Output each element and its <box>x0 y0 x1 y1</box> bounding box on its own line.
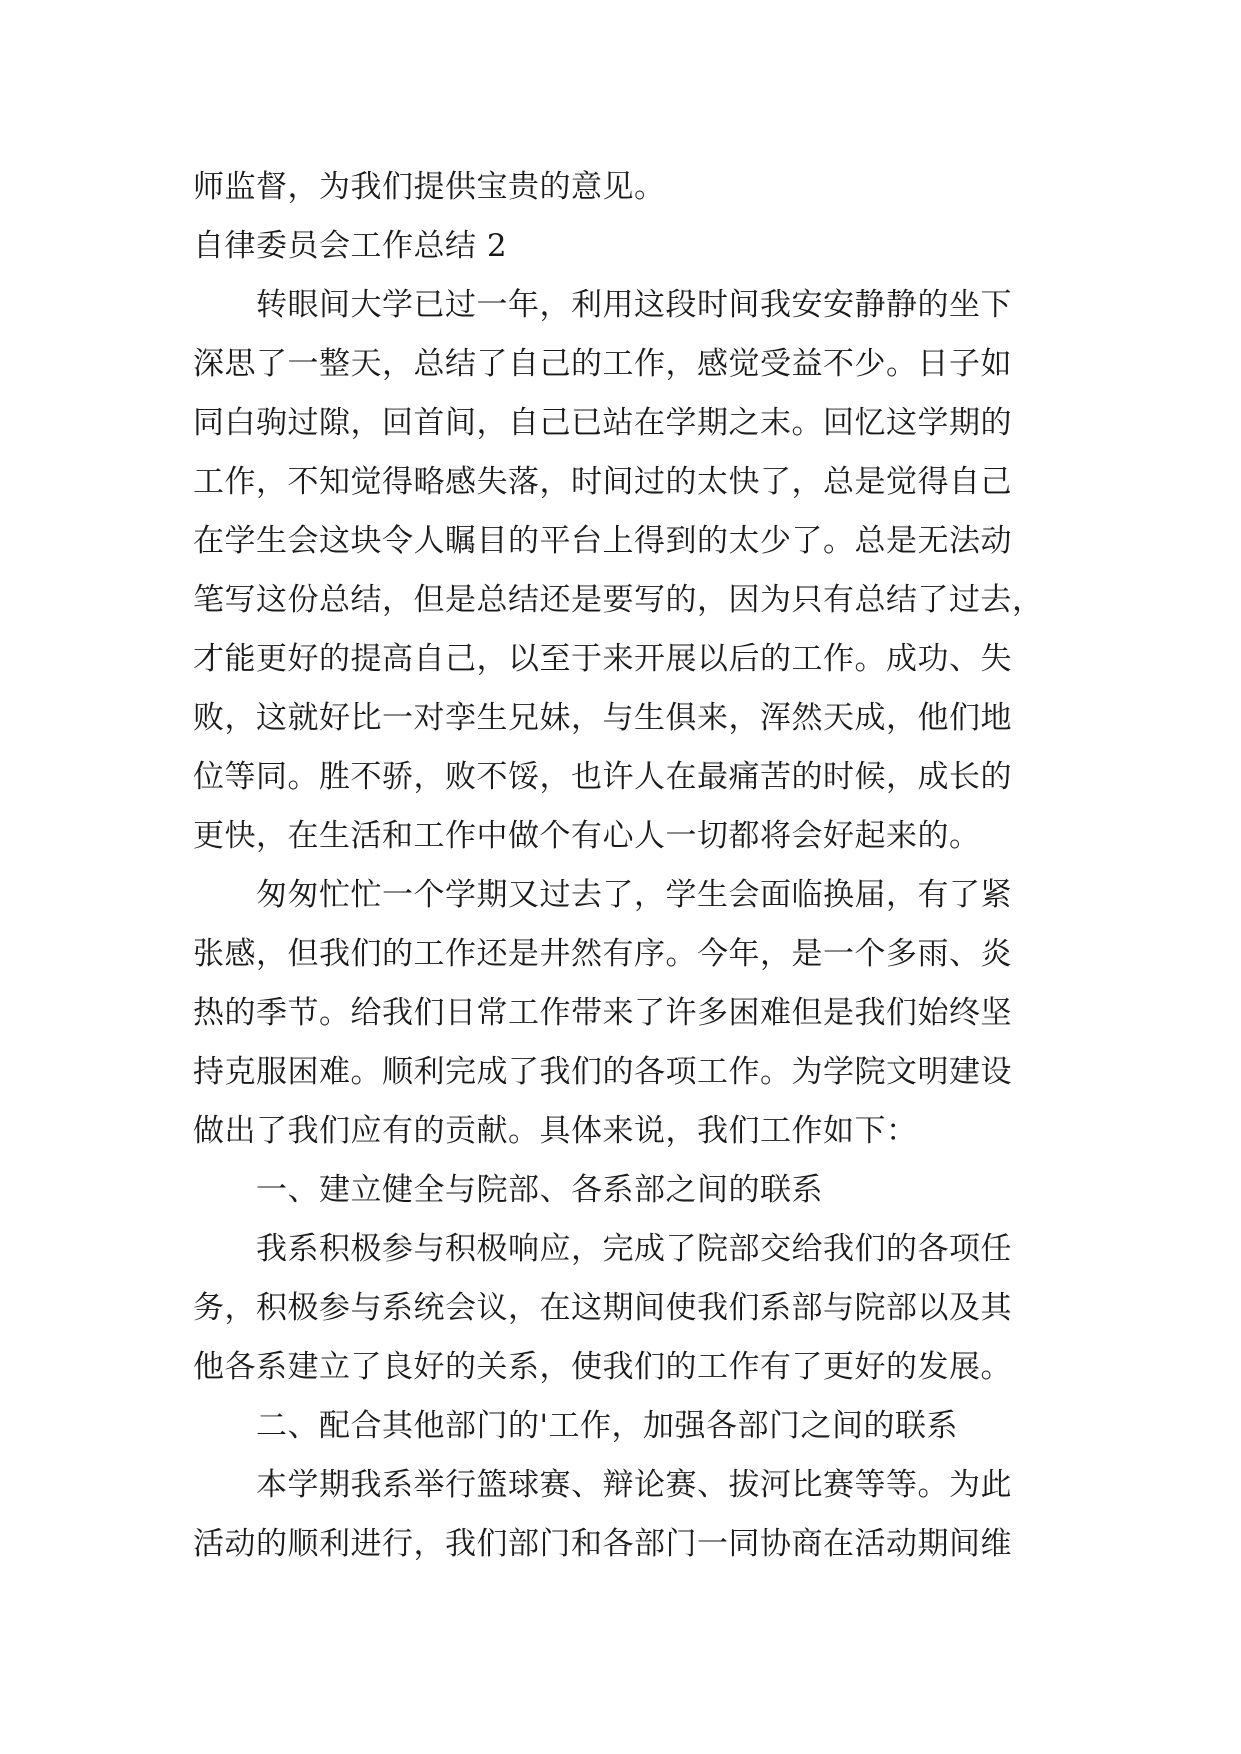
paragraph-line: 我系积极参与积极响应，完成了院部交给我们的各项任 <box>193 1231 1012 1267</box>
subsection-heading: 一、建立健全与院部、各系部之间的联系 <box>193 1172 823 1208</box>
paragraph-line: 活动的顺利进行，我们部门和各部门一同协商在活动期间维 <box>193 1526 1012 1562</box>
paragraph-line: 师监督，为我们提供宝贵的意见。 <box>193 169 666 205</box>
paragraph-line: 务，积极参与系统会议，在这期间使我们系部与院部以及其 <box>193 1290 1012 1326</box>
paragraph-line: 在学生会这块令人瞩目的平台上得到的太少了。总是无法动 <box>193 523 1012 559</box>
paragraph-line: 同白驹过隙，回首间，自己已站在学期之末。回忆这学期的 <box>193 405 1012 441</box>
paragraph-line: 匆匆忙忙一个学期又过去了，学生会面临换届，有了紧 <box>193 877 1012 913</box>
paragraph-line: 转眼间大学已过一年，利用这段时间我安安静静的坐下 <box>193 287 1012 323</box>
paragraph-line: 位等同。胜不骄，败不馁，也许人在最痛苦的时候，成长的 <box>193 759 1012 795</box>
paragraph-line: 本学期我系举行篮球赛、辩论赛、拔河比赛等等。为此 <box>193 1467 1012 1503</box>
paragraph-line: 深思了一整天，总结了自己的工作，感觉受益不少。日子如 <box>193 346 1012 382</box>
paragraph-line: 热的季节。给我们日常工作带来了许多困难但是我们始终坚 <box>193 995 1012 1031</box>
paragraph-line: 持克服困难。顺利完成了我们的各项工作。为学院文明建设 <box>193 1054 1012 1090</box>
paragraph-line: 张感，但我们的工作还是井然有序。今年，是一个多雨、炎 <box>193 936 1012 972</box>
subsection-heading: 二、配合其他部门的'工作，加强各部门之间的联系 <box>193 1408 959 1444</box>
paragraph-line: 更快，在生活和工作中做个有心人一切都将会好起来的。 <box>193 818 981 854</box>
paragraph-line: 笔写这份总结，但是总结还是要写的，因为只有总结了过去， <box>193 582 1044 618</box>
paragraph-line: 他各系建立了良好的关系，使我们的工作有了更好的发展。 <box>193 1349 1012 1385</box>
paragraph-line: 才能更好的提高自己，以至于来开展以后的工作。成功、失 <box>193 641 1012 677</box>
section-heading: 自律委员会工作总结 2 <box>193 228 508 264</box>
document-body <box>193 158 1053 1574</box>
paragraph-line: 败，这就好比一对孪生兄妹，与生俱来，浑然天成，他们地 <box>193 700 1012 736</box>
paragraph-line: 做出了我们应有的贡献。具体来说，我们工作如下： <box>193 1113 918 1149</box>
paragraph-line: 工作，不知觉得略感失落，时间过的太快了，总是觉得自己 <box>193 464 1012 500</box>
